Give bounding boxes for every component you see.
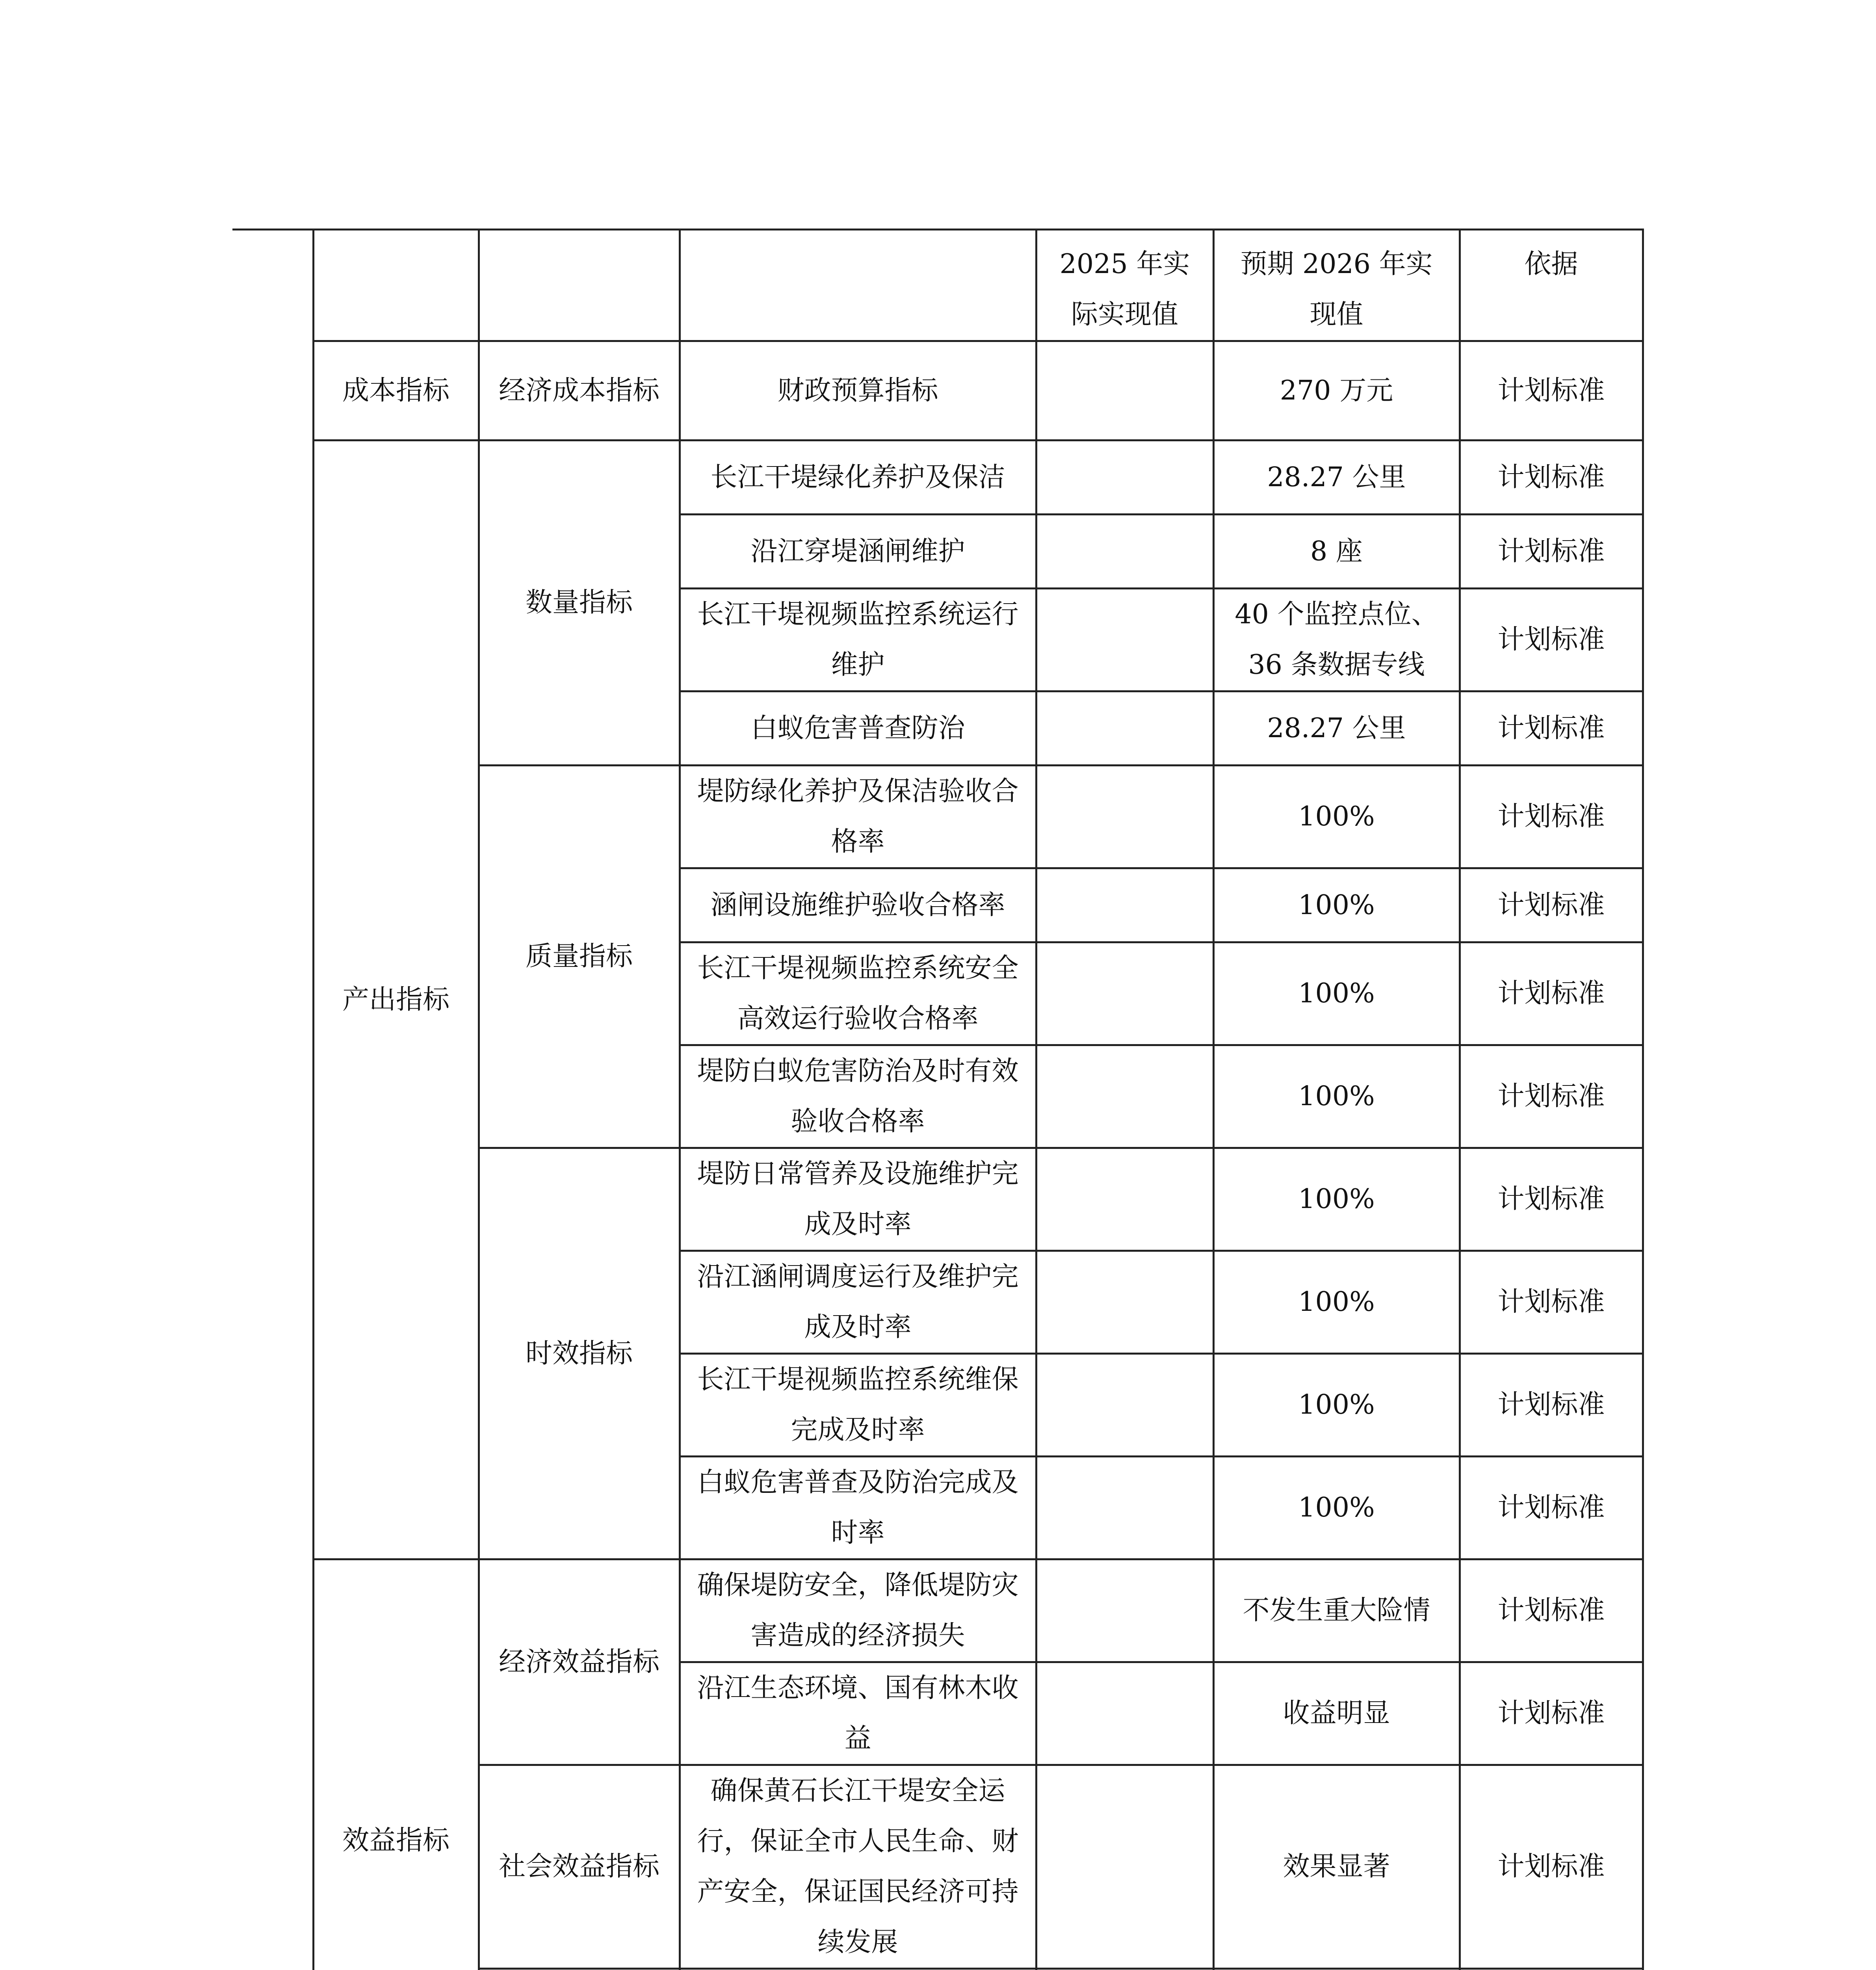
actual-2025-cell [1036, 868, 1213, 942]
level3-cell: 白蚁危害普查防治 [680, 691, 1036, 766]
level3-cell: 长江干堤视频监控系统运行维护 [680, 589, 1036, 691]
basis-cell: 计划标准 [1460, 1457, 1643, 1559]
expected-2026-cell: 效果显著 [1213, 1765, 1460, 1969]
basis-cell: 计划标准 [1460, 341, 1643, 440]
basis-cell: 计划标准 [1460, 440, 1643, 515]
level1-cell: 成本指标 [313, 341, 479, 440]
expected-2026-cell: 100% [1213, 868, 1460, 942]
actual-2025-cell [1036, 1559, 1213, 1662]
table-row [232, 440, 1643, 515]
expected-2026-cell: 8 座 [1213, 515, 1460, 589]
expected-2026-cell: 28.27 公里 [1213, 691, 1460, 766]
expected-2026-cell: 100% [1213, 1045, 1460, 1148]
basis-cell: 计划标准 [1460, 589, 1643, 691]
expected-2026-cell: 28.27 公里 [1213, 440, 1460, 515]
level2-cell [479, 1969, 680, 1970]
table-header-row [232, 230, 1643, 341]
table-row [232, 1559, 1643, 1662]
basis-cell: 计划标准 [1460, 1559, 1643, 1662]
level3-cell: 沿江涵闸调度运行及维护完成及时率 [680, 1251, 1036, 1354]
basis-cell: 计划标准 [1460, 1354, 1643, 1457]
header-2025-actual: 2025 年实际实现值 [1036, 230, 1213, 341]
basis-cell: 计划标准 [1460, 691, 1643, 766]
level3-cell: 财政预算指标 [680, 341, 1036, 440]
header-2026-expected: 预期 2026 年实现值 [1213, 230, 1460, 341]
level3-cell: 长江干堤视频监控系统维保完成及时率 [680, 1354, 1036, 1457]
actual-2025-cell [1036, 691, 1213, 766]
expected-2026-cell: 270 万元 [1213, 341, 1460, 440]
actual-2025-cell [1036, 942, 1213, 1045]
basis-cell [1460, 1969, 1643, 1970]
header-blank-cell [313, 230, 479, 341]
header-blank-cell [479, 230, 680, 341]
expected-2026-cell [1213, 1969, 1460, 1970]
basis-cell: 计划标准 [1460, 1251, 1643, 1354]
outer-blank-cell [232, 230, 313, 1970]
actual-2025-cell [1036, 1457, 1213, 1559]
basis-cell: 计划标准 [1460, 1045, 1643, 1148]
level3-cell: 堤防日常管养及设施维护完成及时率 [680, 1148, 1036, 1251]
level3-cell: 长江干堤绿化养护及保洁 [680, 440, 1036, 515]
level3-cell: 白蚁危害普查及防治完成及时率 [680, 1457, 1036, 1559]
level3-cell: 涵闸设施维护验收合格率 [680, 868, 1036, 942]
level2-cell: 经济效益指标 [479, 1559, 680, 1765]
actual-2025-cell [1036, 589, 1213, 691]
basis-cell: 计划标准 [1460, 1148, 1643, 1251]
basis-cell: 计划标准 [1460, 515, 1643, 589]
actual-2025-cell [1036, 1148, 1213, 1251]
actual-2025-cell [1036, 440, 1213, 515]
actual-2025-cell [1036, 766, 1213, 868]
performance-indicator-table [232, 229, 1644, 1970]
level1-cell: 产出指标 [313, 440, 479, 1559]
level3-cell: 沿江穿堤涵闸维护 [680, 515, 1036, 589]
expected-2026-cell: 不发生重大险情 [1213, 1559, 1460, 1662]
basis-cell: 计划标准 [1460, 1662, 1643, 1765]
expected-2026-cell: 100% [1213, 1148, 1460, 1251]
expected-2026-cell: 100% [1213, 1251, 1460, 1354]
level3-cell: 堤防绿化养护及保洁验收合格率 [680, 766, 1036, 868]
level2-cell: 经济成本指标 [479, 341, 680, 440]
level1-cell: 效益指标 [313, 1559, 479, 1970]
level2-cell: 数量指标 [479, 440, 680, 766]
level3-cell: 确保堤防安全，降低堤防灾害造成的经济损失 [680, 1559, 1036, 1662]
level3-cell: 确保黄石长江干堤安全运行，保证全市人民生命、财产安全，保证国民经济可持续发展 [680, 1765, 1036, 1969]
basis-cell: 计划标准 [1460, 942, 1643, 1045]
level3-cell: 堤防白蚁危害防治及时有效验收合格率 [680, 1045, 1036, 1148]
basis-cell: 计划标准 [1460, 1765, 1643, 1969]
level3-cell [680, 1969, 1036, 1970]
expected-2026-cell: 收益明显 [1213, 1662, 1460, 1765]
expected-2026-cell: 100% [1213, 1354, 1460, 1457]
level2-cell: 质量指标 [479, 766, 680, 1148]
basis-cell: 计划标准 [1460, 766, 1643, 868]
actual-2025-cell [1036, 515, 1213, 589]
table-row [232, 341, 1643, 440]
expected-2026-cell: 40 个监控点位、36 条数据专线 [1213, 589, 1460, 691]
expected-2026-cell: 100% [1213, 1457, 1460, 1559]
actual-2025-cell [1036, 1251, 1213, 1354]
actual-2025-cell [1036, 1045, 1213, 1148]
actual-2025-cell [1036, 1765, 1213, 1969]
level3-cell: 沿江生态环境、国有林木收益 [680, 1662, 1036, 1765]
level3-cell: 长江干堤视频监控系统安全高效运行验收合格率 [680, 942, 1036, 1045]
level2-cell: 时效指标 [479, 1148, 680, 1559]
actual-2025-cell [1036, 1969, 1213, 1970]
actual-2025-cell [1036, 1354, 1213, 1457]
level2-cell: 社会效益指标 [479, 1765, 680, 1969]
header-basis: 依据 [1460, 230, 1643, 341]
header-blank-cell [680, 230, 1036, 341]
expected-2026-cell: 100% [1213, 942, 1460, 1045]
actual-2025-cell [1036, 341, 1213, 440]
actual-2025-cell [1036, 1662, 1213, 1765]
basis-cell: 计划标准 [1460, 868, 1643, 942]
expected-2026-cell: 100% [1213, 766, 1460, 868]
